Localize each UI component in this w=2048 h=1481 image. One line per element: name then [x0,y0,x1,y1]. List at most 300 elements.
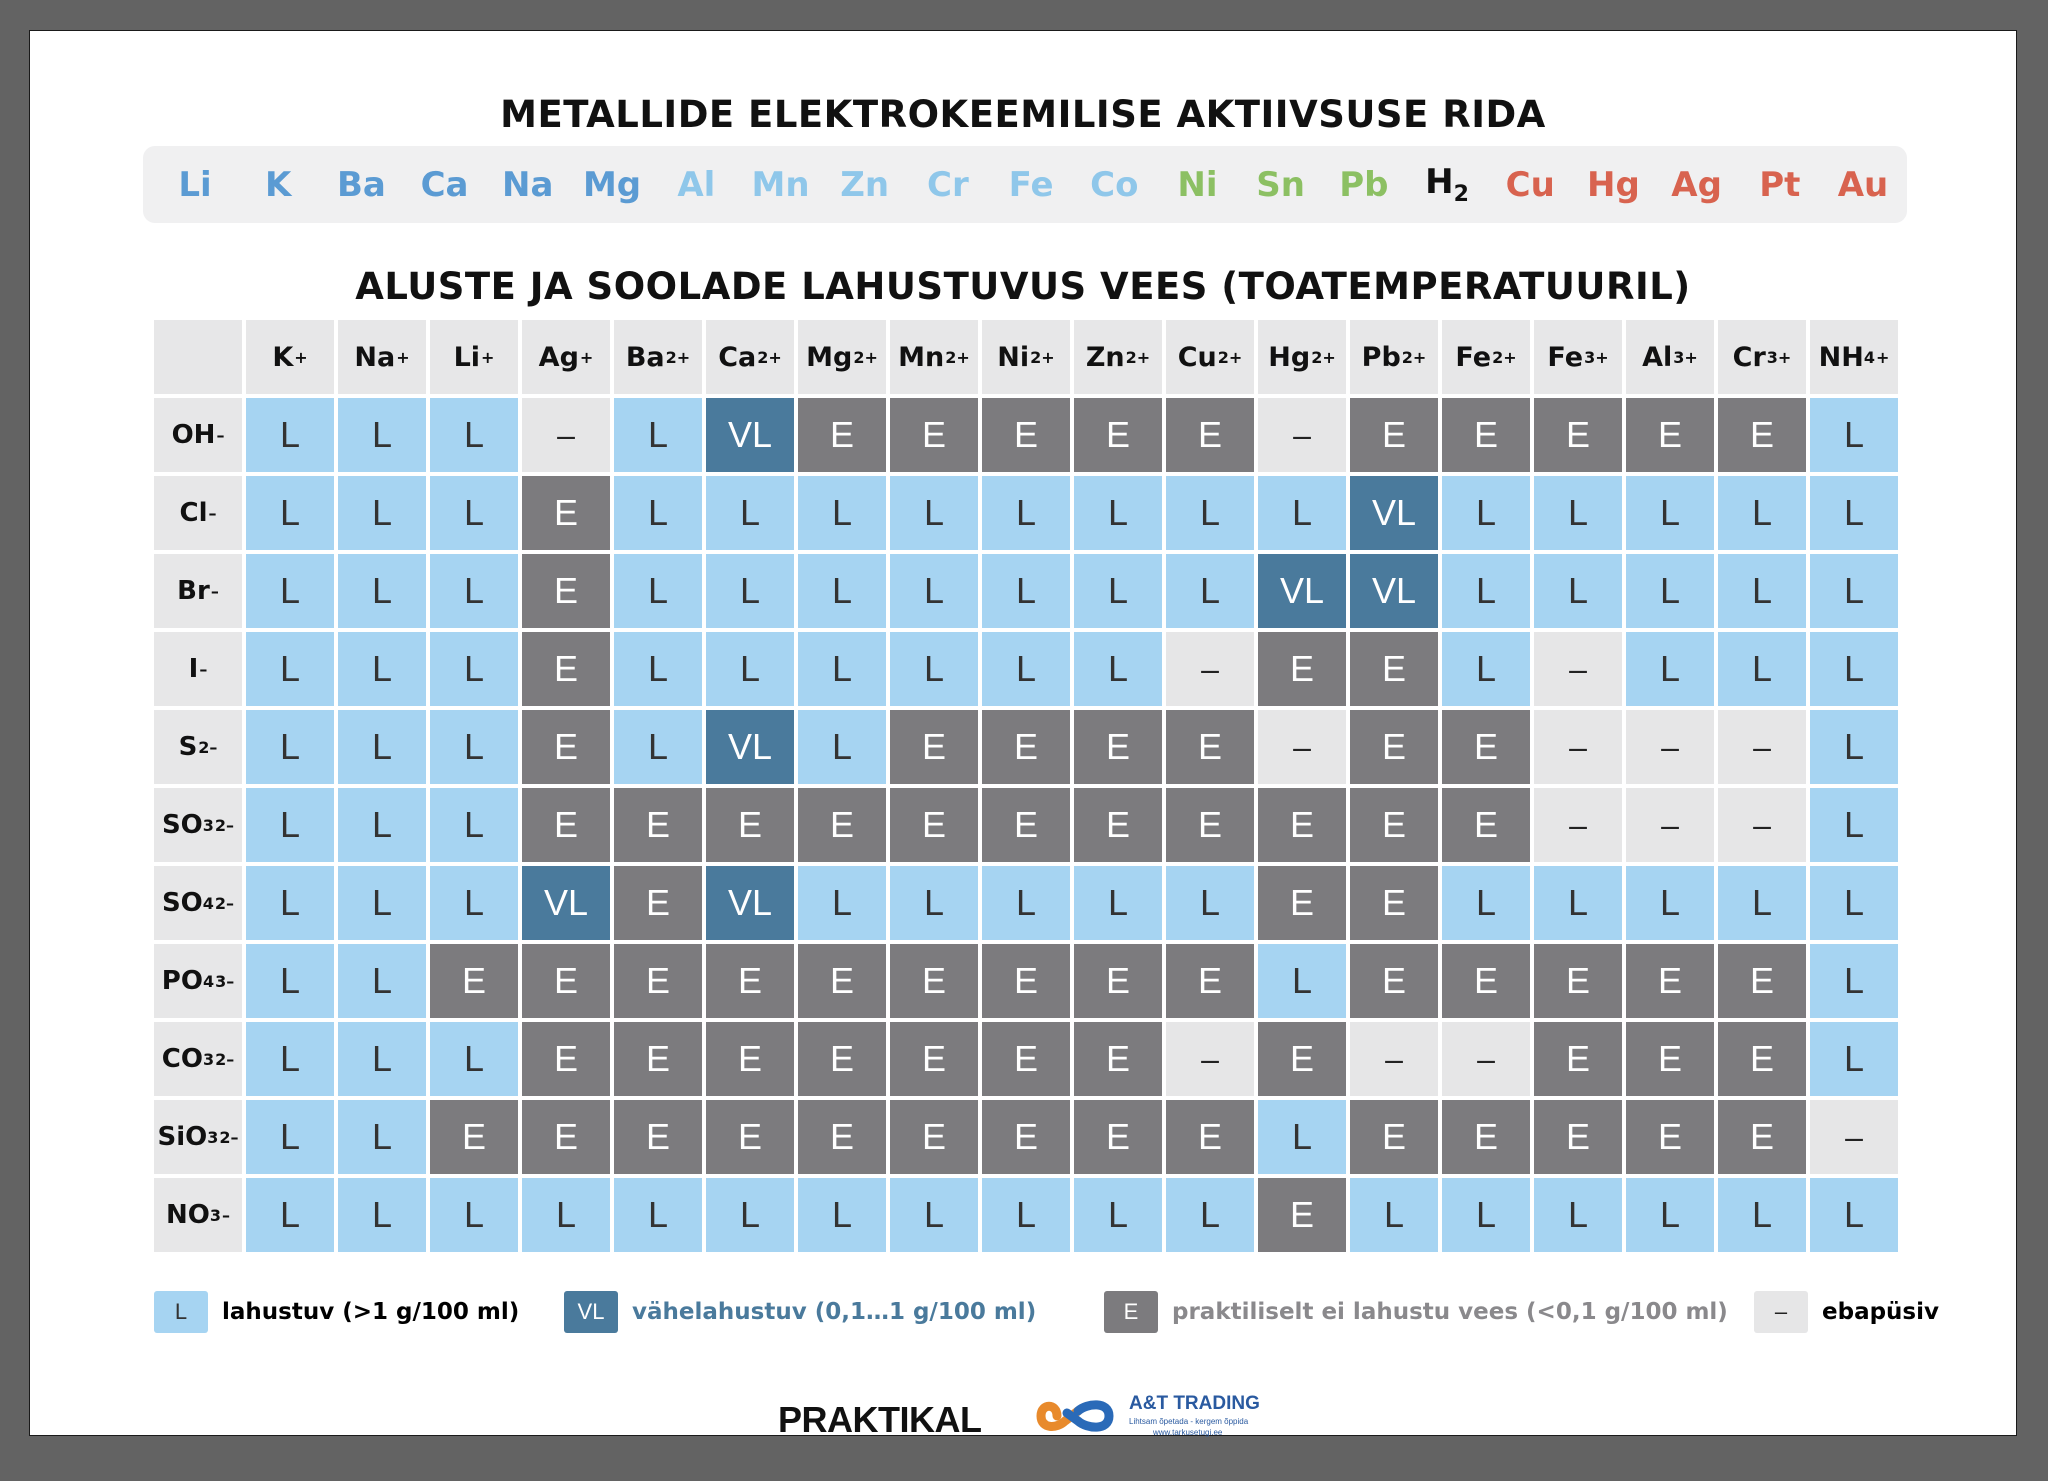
solubility-cell: L [1718,476,1806,550]
solubility-cell: E [522,1022,610,1096]
ion-charge: 2+ [1217,347,1243,367]
ion-symbol: NH [1818,341,1864,373]
solubility-cell: E [1350,632,1438,706]
solubility-cell: L [706,476,794,550]
cation-header [1626,320,1714,394]
ion-charge: 2– [215,1049,235,1069]
legend-unstable [1754,1291,1939,1333]
solubility-cell: L [338,866,426,940]
ion-charge: 2– [214,815,235,835]
solubility-cell: VL [706,866,794,940]
solubility-cell: E [982,1100,1070,1174]
solubility-cell: E [1350,710,1438,784]
solubility-cell: L [1626,632,1714,706]
solubility-cell: L [246,944,334,1018]
solubility-cell: E [1350,788,1438,862]
solubility-cell: E [1258,866,1346,940]
solubility-cell: L [1810,866,1898,940]
solubility-cell: E [798,398,886,472]
legend-soluble-swatch: L [154,1291,208,1333]
solubility-cell: L [798,476,886,550]
series-element-symbol: Al [677,164,716,205]
ion-charge: 3– [215,971,235,991]
solubility-cell: E [890,710,978,784]
ion-charge: 2– [214,893,235,913]
solubility-cell: E [522,1100,610,1174]
ion-symbol: Fe [1455,341,1492,373]
solubility-cell: L [338,398,426,472]
series-element-symbol: Sn [1256,164,1305,205]
ion-charge: – [216,425,225,445]
cation-header [1258,320,1346,394]
anion-header [154,1100,242,1174]
series-element [1752,165,1808,205]
solubility-cell: L [1810,944,1898,1018]
cation-header [982,320,1070,394]
solubility-cell: L [614,710,702,784]
series-element-symbol: Zn [840,164,890,205]
solubility-cell: E [522,710,610,784]
ion-subscript: 4 [202,893,214,913]
solubility-cell: E [1442,1100,1530,1174]
solubility-cell: L [338,476,426,550]
solubility-cell: E [1350,866,1438,940]
solubility-cell: E [522,632,610,706]
legend-soluble [154,1291,519,1333]
solubility-cell: L [338,944,426,1018]
legend-insoluble-label: praktiliselt ei lahustu vees (<0,1 g/100 ml) [1172,1299,1728,1325]
ion-charge: – [210,581,219,601]
ion-subscript: 4 [202,971,215,991]
solubility-cell: L [1718,1178,1806,1252]
ion-charge: – [208,503,217,523]
ion-symbol: Al [1642,341,1673,373]
cation-header [798,320,886,394]
anion-header [154,398,242,472]
solubility-cell: L [430,1178,518,1252]
solubility-cell: L [706,632,794,706]
solubility-cell: E [798,788,886,862]
solubility-cell: L [614,1178,702,1252]
solubility-cell: L [338,788,426,862]
solubility-cell: E [1534,398,1622,472]
solubility-cell: – [1810,1100,1898,1174]
solubility-cell: E [1074,788,1162,862]
cation-header [1442,320,1530,394]
solubility-cell: L [430,554,518,628]
solubility-cell: L [1626,1178,1714,1252]
solubility-cell: VL [706,398,794,472]
ion-symbol: SO [161,888,203,918]
solubility-cell: VL [1350,476,1438,550]
legend-unstable-swatch: – [1754,1291,1808,1333]
series-element [250,165,306,205]
series-element-subscript: 2 [1453,181,1469,207]
solubility-cell: L [430,710,518,784]
activity-series-title: METALLIDE ELEKTROKEEMILISE AKTIIVSUSE RIDA [500,93,1546,136]
solubility-cell: L [890,866,978,940]
series-element [1003,165,1059,205]
solubility-cell: E [1626,398,1714,472]
solubility-cell: L [1810,398,1898,472]
solubility-cell: E [522,944,610,1018]
solubility-cell: L [1810,554,1898,628]
solubility-cell: L [798,1178,886,1252]
solubility-cell: E [798,944,886,1018]
solubility-cell: L [1534,554,1622,628]
solubility-cell: E [1258,1178,1346,1252]
solubility-cell: L [1074,866,1162,940]
solubility-cell: L [798,710,886,784]
solubility-cell: E [982,398,1070,472]
infinity-logo-icon [1035,1391,1121,1441]
ion-charge: 2+ [1492,347,1517,367]
solubility-cell: E [614,788,702,862]
solubility-cell: L [890,632,978,706]
solubility-cell: L [798,554,886,628]
solubility-cell: E [1534,1022,1622,1096]
solubility-cell: L [1350,1178,1438,1252]
solubility-cell: – [1534,632,1622,706]
ion-charge: + [1875,347,1890,367]
solubility-cell: L [1442,476,1530,550]
series-element [751,165,809,205]
at-trading-name: A&T TRADING [1129,1393,1260,1414]
solubility-cell: L [614,398,702,472]
solubility-cell: E [1442,788,1530,862]
legend-insoluble [1104,1291,1728,1333]
solubility-cell: – [1350,1022,1438,1096]
cation-header [430,320,518,394]
solubility-cell: – [1166,1022,1254,1096]
solubility-cell: E [1350,398,1438,472]
series-element [167,165,223,205]
series-element [668,165,724,205]
series-element-symbol: Cr [927,164,969,205]
series-element-symbol: Mn [751,164,810,205]
legend [154,1291,1939,1335]
solubility-cell: L [1074,632,1162,706]
solubility-cell: E [1718,1022,1806,1096]
series-element [1419,162,1475,207]
activity-series-bar [143,146,1907,223]
ion-charge: 3+ [1673,347,1698,367]
solubility-cell: L [430,1022,518,1096]
ion-symbol: Li [453,341,481,373]
solubility-cell: L [1718,866,1806,940]
anion-header [154,554,242,628]
series-element [1669,165,1725,205]
solubility-cell: L [1810,710,1898,784]
solubility-cell: L [1626,554,1714,628]
solubility-cell: E [614,866,702,940]
solubility-cell: – [1166,632,1254,706]
ion-subscript: 3 [202,815,214,835]
solubility-cell: E [1166,788,1254,862]
solubility-cell: E [522,788,610,862]
cation-header [246,320,334,394]
cation-header [614,320,702,394]
solubility-cell: E [1718,398,1806,472]
solubility-cell: L [1166,476,1254,550]
solubility-cell: L [1442,554,1530,628]
footer [30,1391,2016,1451]
solubility-cell: L [246,476,334,550]
solubility-cell: L [706,1178,794,1252]
solubility-cell: E [614,944,702,1018]
solubility-cell: E [1258,1022,1346,1096]
solubility-cell: E [1442,398,1530,472]
solubility-cell: E [522,554,610,628]
ion-subscript: 3 [202,1049,215,1069]
solubility-cell: VL [1258,554,1346,628]
series-element-symbol: Pt [1759,164,1801,205]
solubility-cell: E [1534,944,1622,1018]
solubility-cell: – [1442,1022,1530,1096]
ion-symbol: Fe [1547,341,1584,373]
solubility-cell: L [1534,866,1622,940]
solubility-cell: L [246,398,334,472]
solubility-cell: L [614,554,702,628]
series-element [333,165,389,205]
series-element-symbol: H [1425,162,1454,203]
solubility-cell: – [1258,710,1346,784]
solubility-cell: L [982,554,1070,628]
anion-header [154,632,242,706]
solubility-cell: E [890,1100,978,1174]
at-trading-logo [1035,1391,1315,1449]
ion-charge: 2– [198,737,218,757]
solubility-cell: E [890,1022,978,1096]
solubility-cell: VL [1350,554,1438,628]
solubility-cell: L [246,710,334,784]
solubility-cell: – [1534,788,1622,862]
solubility-cell: E [1442,710,1530,784]
solubility-cell: L [246,1178,334,1252]
ion-symbol: Cl [179,498,208,528]
ion-charge: + [579,347,594,367]
anion-header [154,1178,242,1252]
ion-symbol: Br [177,576,210,606]
solubility-cell: E [1074,398,1162,472]
solubility-cell: L [1258,1100,1346,1174]
praktikal-logo: PRAKTIKAL [778,1399,982,1440]
solubility-cell: L [1442,632,1530,706]
solubility-cell: E [798,1022,886,1096]
legend-unstable-label: ebapüsiv [1822,1299,1939,1325]
ion-symbol: Na [354,341,396,373]
ion-symbol: OH [171,420,216,450]
solubility-cell: – [522,398,610,472]
ion-symbol: Hg [1268,341,1311,373]
solubility-cell: E [1166,944,1254,1018]
cation-header [890,320,978,394]
solubility-cell: E [1350,1100,1438,1174]
solubility-cell: E [982,710,1070,784]
solubility-cell: E [890,944,978,1018]
solubility-cell: L [1166,554,1254,628]
solubility-cell: L [1626,476,1714,550]
solubility-cell: L [798,866,886,940]
solubility-cell: E [1166,398,1254,472]
solubility-cell: L [1810,632,1898,706]
solubility-cell: – [1718,710,1806,784]
solubility-cell: E [798,1100,886,1174]
series-element-symbol: Au [1837,164,1889,205]
solubility-cell: L [1626,866,1714,940]
anion-header [154,710,242,784]
ion-charge: + [481,347,495,367]
ion-symbol: I [188,654,199,684]
ion-charge: 2+ [1311,347,1336,367]
solubility-cell: L [246,788,334,862]
solubility-cell: – [1626,710,1714,784]
solubility-cell: L [1442,1178,1530,1252]
solubility-cell: E [1074,710,1162,784]
ion-symbol: Zn [1085,341,1125,373]
solubility-cell: L [890,554,978,628]
solubility-cell: L [1442,866,1530,940]
ion-charge: – [199,659,208,679]
solubility-cell: L [338,1178,426,1252]
series-element [500,165,556,205]
series-element [1253,165,1309,205]
ion-charge: 2+ [853,347,878,367]
solubility-cell: E [1074,944,1162,1018]
series-element-symbol: Hg [1587,164,1640,205]
cation-header [1810,320,1898,394]
solubility-cell: L [338,1100,426,1174]
solubility-cell: L [1258,476,1346,550]
anion-header [154,788,242,862]
solubility-cell: – [1718,788,1806,862]
solubility-cell: E [1258,632,1346,706]
solubility-cell: E [706,1100,794,1174]
ion-subscript: 4 [1863,347,1875,367]
solubility-cell: L [614,476,702,550]
solubility-cell: E [982,1022,1070,1096]
ion-symbol: CO [161,1044,203,1074]
ion-charge: 2+ [1030,347,1055,367]
solubility-cell: E [1166,710,1254,784]
ion-charge: 3+ [1584,347,1609,367]
series-element-symbol: K [265,164,292,205]
ion-symbol: Mg [806,341,853,373]
solubility-cell: L [430,632,518,706]
solubility-cell: E [706,788,794,862]
ion-symbol: SO [161,810,203,840]
ion-charge: + [294,347,308,367]
table-corner [154,320,242,394]
ion-charge: + [396,347,410,367]
solubility-cell: E [1350,944,1438,1018]
solubility-cell: E [1534,1100,1622,1174]
solubility-cell: E [1074,1022,1162,1096]
ion-symbol: K [272,341,294,373]
ion-charge: – [222,1205,230,1225]
series-element [1835,165,1891,205]
series-element [1086,165,1142,205]
anion-header [154,476,242,550]
solubility-table [154,320,1898,1252]
solubility-cell: E [1626,1022,1714,1096]
solubility-cell: L [890,1178,978,1252]
ion-symbol: Cu [1177,341,1217,373]
cation-header [1534,320,1622,394]
solubility-cell: E [1074,1100,1162,1174]
ion-symbol: Mn [898,341,945,373]
solubility-cell: L [522,1178,610,1252]
solubility-cell: L [1534,1178,1622,1252]
ion-charge: 2+ [945,347,970,367]
solubility-cell: – [1626,788,1714,862]
cation-header [522,320,610,394]
legend-slightly-soluble [564,1291,1036,1333]
series-element-symbol: Ba [336,164,386,205]
solubility-cell: E [614,1100,702,1174]
solubility-cell: VL [522,866,610,940]
cation-header [1166,320,1254,394]
series-element-symbol: Mg [582,164,642,205]
solubility-cell: E [982,788,1070,862]
solubility-cell: L [1810,476,1898,550]
solubility-cell: L [1074,1178,1162,1252]
solubility-cell: L [982,476,1070,550]
solubility-cell: E [1718,1100,1806,1174]
solubility-cell: L [1534,476,1622,550]
solubility-cell: E [1626,944,1714,1018]
solubility-cell: E [706,1022,794,1096]
ion-symbol: Ni [997,341,1030,373]
anion-header [154,944,242,1018]
legend-slightly-soluble-swatch: VL [564,1291,618,1333]
solubility-cell: E [706,944,794,1018]
series-element [1585,165,1641,205]
series-element [1169,165,1225,205]
solubility-cell: E [1626,1100,1714,1174]
series-element [837,165,893,205]
solubility-cell: L [246,866,334,940]
series-element-symbol: Cu [1505,164,1555,205]
solubility-cell: L [338,632,426,706]
solubility-cell: L [1810,1022,1898,1096]
solubility-sheet [29,30,2017,1440]
solubility-cell: E [890,788,978,862]
solubility-cell: L [430,398,518,472]
solubility-cell: L [982,1178,1070,1252]
series-element-symbol: Ca [420,164,469,205]
solubility-cell: L [246,1022,334,1096]
solubility-cell: E [614,1022,702,1096]
ion-symbol: Cr [1732,341,1766,373]
solubility-cell: L [338,710,426,784]
solubility-cell: E [522,476,610,550]
solubility-cell: VL [706,710,794,784]
solubility-cell: L [1810,788,1898,862]
ion-charge: 2+ [757,347,782,367]
solubility-cell: L [798,632,886,706]
solubility-cell: L [338,554,426,628]
solubility-cell: L [982,632,1070,706]
solubility-cell: L [1074,476,1162,550]
ion-symbol: NO [165,1200,210,1230]
series-element-symbol: Fe [1008,164,1054,205]
anion-header [154,866,242,940]
anion-header [154,1022,242,1096]
legend-slightly-soluble-label: vähelahustuv (0,1…1 g/100 ml) [632,1299,1037,1325]
series-element-symbol: Ni [1177,164,1218,205]
solubility-cell: L [1166,1178,1254,1252]
